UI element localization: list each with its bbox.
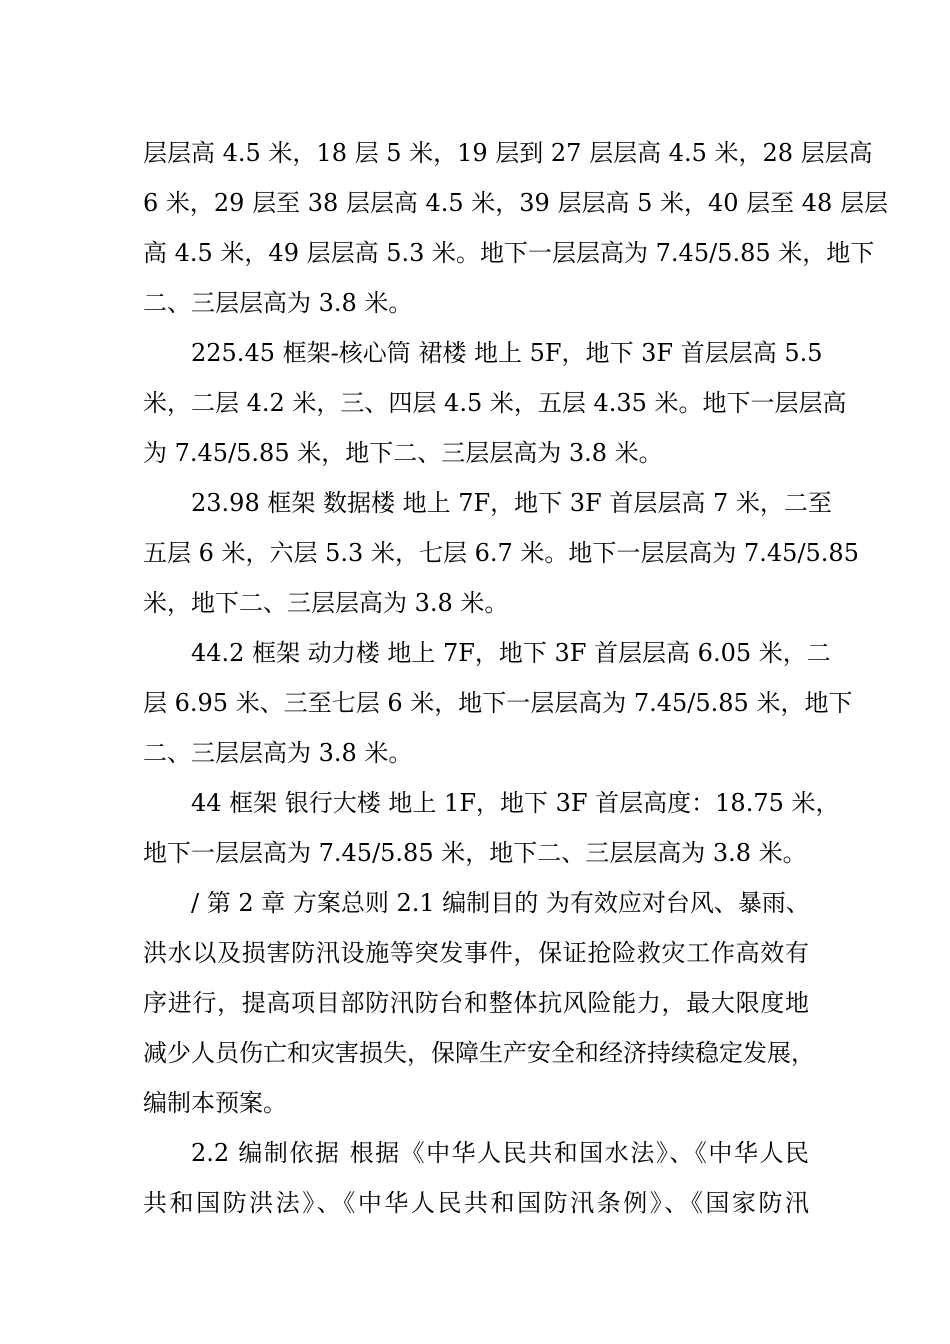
text-line: 五层 6 米，六层 5.3 米，七层 6.7 米。地下一层层高为 7.45/5.85 [143,539,859,567]
paragraph-first-line: 23.98 框架 数据楼 地上 7F，地下 3F 首层层高 7 米，二至 [191,489,832,517]
text-line: 洪水以及损害防汛设施等突发事件，保证抢险救灾工作高效有 [143,939,809,967]
text-line: 层层高 4.5 米，18 层 5 米，19 层到 27 层层高 4.5 米，28 层层高 [143,139,873,167]
text-line: 米，二层 4.2 米，三、四层 4.5 米，五层 4.35 米。地下一层层高 [143,389,847,417]
paragraph-first-line: 44.2 框架 动力楼 地上 7F，地下 3F 首层层高 6.05 米，二 [191,639,831,667]
document-body [143,128,888,1228]
paragraph-first-line: 44 框架 银行大楼 地上 1F，地下 3F 首层高度：18.75 米， [191,789,840,817]
text-line: 二、三层层高为 3.8 米。 [143,739,413,767]
paragraph-first-line: 225.45 框架-核心筒 裙楼 地上 5F，地下 3F 首层层高 5.5 [191,339,823,367]
paragraph-first-line: / 第 2 章 方案总则 2.1 编制目的 为有效应对台风、暴雨、 [191,889,810,917]
text-line: 编制本预案。 [143,1089,287,1117]
text-line: 层 6.95 米、三至七层 6 米，地下一层层高为 7.45/5.85 米，地下 [143,689,853,717]
text-line: 地下一层层高为 7.45/5.85 米，地下二、三层层高为 3.8 米。 [143,839,807,867]
text-line: 米，地下二、三层层高为 3.8 米。 [143,589,509,617]
text-line: 6 米，29 层至 38 层层高 4.5 米，39 层层高 5 米，40 层至 48 层层 [143,189,888,217]
paragraph-first-line: 2.2 编制依据 根据《中华人民共和国水法》、《中华人民 [191,1139,809,1167]
text-line: 序进行，提高项目部防汛防台和整体抗风险能力，最大限度地 [143,989,809,1017]
text-line: 减少人员伤亡和灾害损失，保障生产安全和经济持续稳定发展， [143,1039,815,1067]
text-line: 高 4.5 米，49 层层高 5.3 米。地下一层层高为 7.45/5.85 米，地下 [143,239,875,267]
text-line: 共和国防洪法》、《中华人民共和国防汛条例》、《国家防汛 [143,1189,809,1217]
text-line: 为 7.45/5.85 米，地下二、三层层高为 3.8 米。 [143,439,663,467]
text-line: 二、三层层高为 3.8 米。 [143,289,413,317]
